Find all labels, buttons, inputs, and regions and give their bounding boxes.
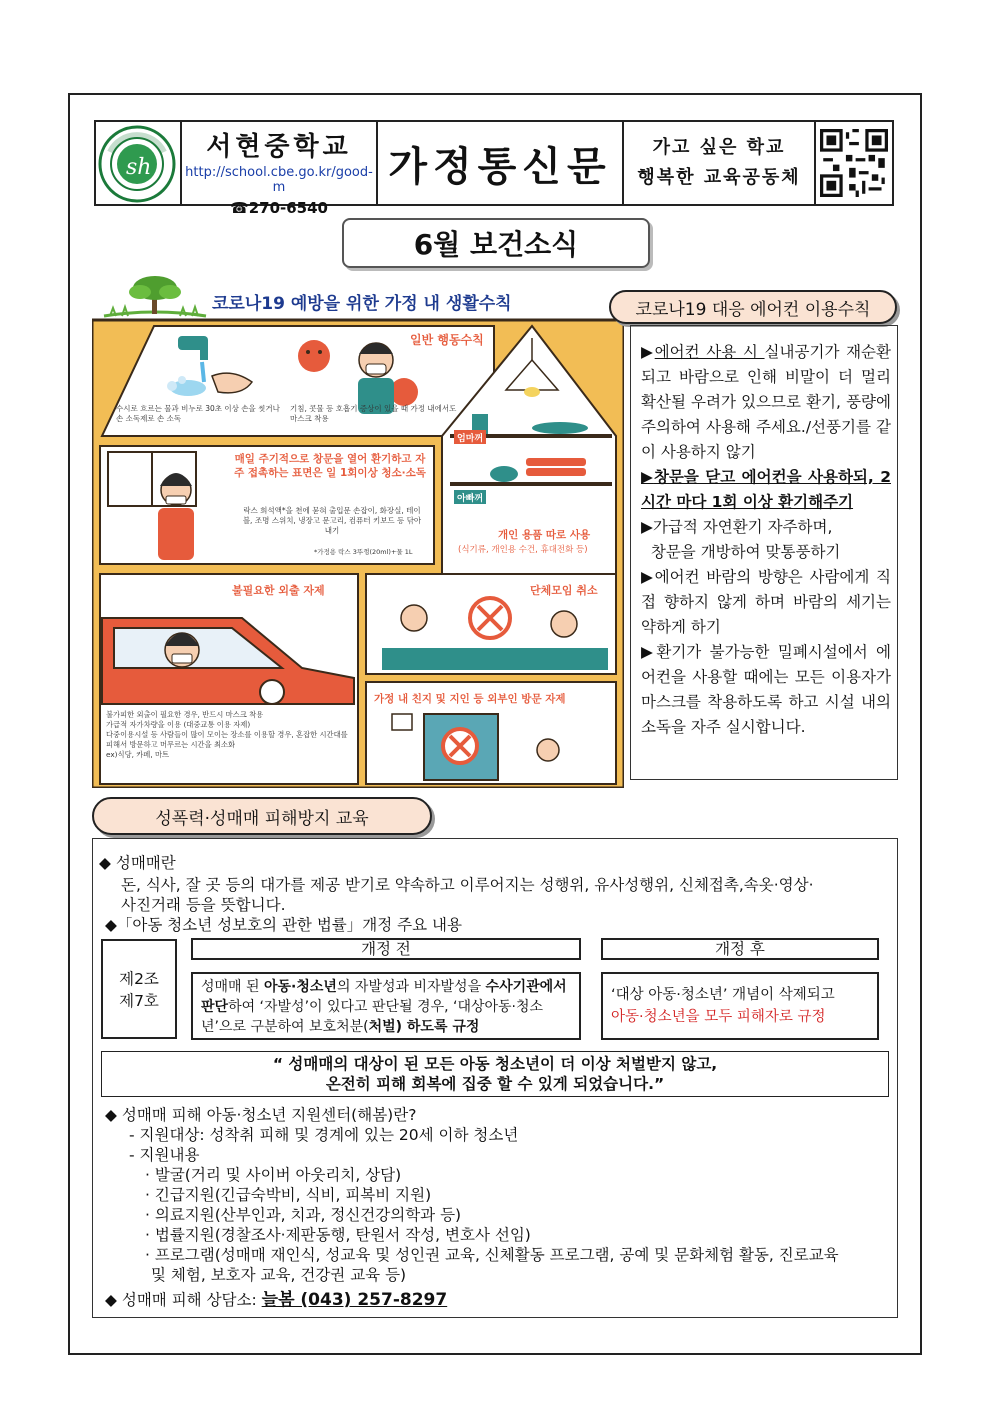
outing-label: 불필요한 외출 자제 (232, 584, 325, 597)
law-article-cell (101, 939, 177, 1039)
month-title: 6월 보건소식 (413, 228, 579, 261)
visit-label: 가정 내 친지 및 지인 등 외부인 방문 자제 (374, 693, 566, 705)
mask-text: 기침, 콧물 등 호흡기 증상이 있을 때 가정 내에서도 마스크 착용 (290, 404, 457, 423)
aircon-rule-5: ▶환기가 불가능한 밀폐시설에서 에어컨을 사용할 때에는 모든 이용자가 마스크를 착용하도록 하고 시설 내의 소독을 자주 실시합니다. (641, 643, 892, 736)
hotline-number[interactable]: 늘봄 (043) 257-8297 (261, 1290, 448, 1310)
personal-items-detail: (식기류, 개인용 수건, 휴대전화 등) (458, 545, 588, 555)
personal-items-label: 개인 용품 따로 사용 (498, 529, 591, 541)
quote-box (101, 1051, 889, 1097)
slogan-cell (624, 122, 816, 204)
support-item: · 프로그램(성매매 재인식, 성교육 및 성인권 교육, 신체활동 프로그램, 공예 및 문화체험 활동, 진로교육 (145, 1246, 839, 1264)
support-item: · 법률지원(경찰조사·제판동행, 탄원서 작성, 변호사 선임) (145, 1226, 531, 1244)
school-name: 서현중학교 (206, 132, 352, 162)
sex-ed-label: 성폭력·성매매 피해방지 교육 (92, 797, 432, 835)
center-title: ◆ 성매매 피해 아동·청소년 지원센터(해봄)란? (105, 1106, 417, 1124)
support-item: · 긴급지원(긴급숙박비, 식비, 피복비 지원) (145, 1186, 432, 1204)
support-target: - 지원대상: 성착취 피해 및 경계에 있는 20세 이하 청소년 (129, 1126, 519, 1144)
tree-icon (100, 272, 210, 318)
outing-bullet-1: 불가피한 외출이 필요한 경우, 반드시 마스크 착용 (106, 710, 264, 719)
article-line-1: 제2조 (119, 970, 159, 988)
newsletter-title: 가정통신문 (388, 143, 612, 190)
outing-bullet-4: ex)식당, 카페, 마트 (106, 750, 170, 759)
sex-ed-box (92, 838, 898, 1318)
support-item: · 발굴(거리 및 사이버 아웃리치, 상담) (145, 1166, 402, 1184)
ventilation-title: 매일 주기적으로 창문을 열어 환기하고 자주 접촉하는 표면은 일 1회이상 청소·소독 (234, 453, 426, 479)
before-header: 개정 전 (191, 938, 581, 960)
school-phone: ☎270-6540 (230, 199, 328, 217)
school-info (182, 122, 378, 217)
support-item: · 의료지원(산부인과, 치과, 정신건강의학과 등) (145, 1206, 462, 1224)
before-content: 성매매 된 아동·청소년의 자발성과 비자발성을 수사기관에서 판단하여 ‘자발성’이 있다고 판단될 경우, ‘대상아동·청소년’으로 구분하여 보호처분(처벌) 하도록 규정 (191, 972, 581, 1040)
hotline: ◆ 성매매 피해 상담소: 늘봄 (043) 257-8297 (105, 1290, 448, 1310)
mom-label: 엄마꺼 (457, 434, 484, 444)
school-logo (96, 122, 182, 204)
slogan-line-1: 가고 싶은 학교 (652, 137, 786, 158)
slogan-line-2: 행복한 교육공동체 (637, 167, 801, 188)
newsletter-header (94, 120, 894, 217)
aircon-rule-3: ▶가급적 자연환기 자주하며, 창문을 개방하여 맞통풍하기 (641, 518, 841, 561)
outing-bullet-3: 다중이용시설 등 사람들이 많이 모이는 장소를 이용할 경우, 혼잡한 시간대를 피해서 방문하고 머무르는 시간을 최소화 (106, 730, 348, 749)
school-url[interactable]: http://school.cbe.go.kr/good-m (185, 165, 373, 195)
article-line-2: 제7호 (119, 992, 159, 1010)
aircon-label: 코로나19 대응 에어컨 이용수칙 (609, 290, 897, 324)
covid-illustration (92, 318, 624, 788)
bleach-note: *가정용 락스 3뚜껑(20ml)+물 1L (314, 548, 413, 556)
newsletter-title-cell (378, 122, 624, 204)
qr-cell (816, 122, 892, 204)
law-title: ◆「아동 청소년 성보호의 관한 법률」개정 주요 내용 (105, 916, 462, 934)
covid-heading: 코로나19 예방을 위한 가정 내 생활수칙 (212, 294, 512, 314)
def-line-1: 돈, 식사, 잘 곳 등의 대가를 제공 받기로 약속하고 이루어지는 성행위, 유사성행위, 신체접촉,속옷·영상· (121, 876, 814, 894)
qr-code-icon[interactable] (820, 129, 888, 197)
outing-bullet-2: 가급적 자가차량을 이용 (대중교통 이용 자제) (106, 720, 251, 729)
aircon-rule-2: ▶창문을 닫고 에어컨을 사용하되, 2시간 마다 1회 이상 환기해주기 (641, 468, 891, 511)
aircon-rules-box (630, 325, 898, 780)
quote-line-2: 온전히 피해 회복에 집중 할 수 있게 되었습니다.” (325, 1075, 665, 1093)
after-line-1: ‘대상 아동·청소년’ 개념이 삭제되고 (611, 987, 835, 1003)
after-header: 개정 후 (601, 938, 879, 960)
group-cancel-label: 단체모임 취소 (530, 584, 598, 597)
quote-line-1: “ 성매매의 대상이 된 모든 아동 청소년이 더 이상 처벌받지 않고, (272, 1055, 718, 1073)
def-title: ◆ 성매매란 (99, 854, 176, 872)
aircon-rule-1: ▶에어컨 사용 시 실내공기가 재순환되고 바람으로 인해 비말이 더 멀리 확산될 우려가 있으므로 환기, 풍량에 주의하여 사용해 주세요./선풍기를 같이 사용하지 않기 (641, 343, 892, 461)
after-content (601, 972, 879, 1040)
dad-label: 아빠꺼 (457, 494, 484, 504)
general-rules-label: 일반 행동수칙 (410, 333, 484, 347)
svg-text:sh: sh (126, 155, 152, 180)
month-title-box (342, 218, 650, 268)
support-content-title: - 지원내용 (129, 1146, 200, 1164)
hand-wash-text: 수시로 흐르는 물과 비누로 30초 이상 손을 씻거나 손 소독제로 손 소독 (116, 404, 280, 423)
after-line-2: 아동·청소년을 모두 피해자로 규정 (611, 1009, 826, 1025)
def-line-2: 사진거래 등을 뜻합니다. (121, 896, 286, 914)
support-item: 및 체험, 보호자 교육, 건강권 교육 등) (151, 1266, 407, 1284)
aircon-rule-4: ▶에어컨 바람의 방향은 사람에게 직접 향하지 않게 하며 바람의 세기는 약하게 하기 (641, 568, 891, 636)
ventilation-detail: 락스 희석액*을 천에 묻혀 출입문 손잡이, 화장실, 테이블, 조명 스위치, 냉장고 문고리, 컴퓨터 키보드 등 닦아내기 (242, 506, 422, 535)
